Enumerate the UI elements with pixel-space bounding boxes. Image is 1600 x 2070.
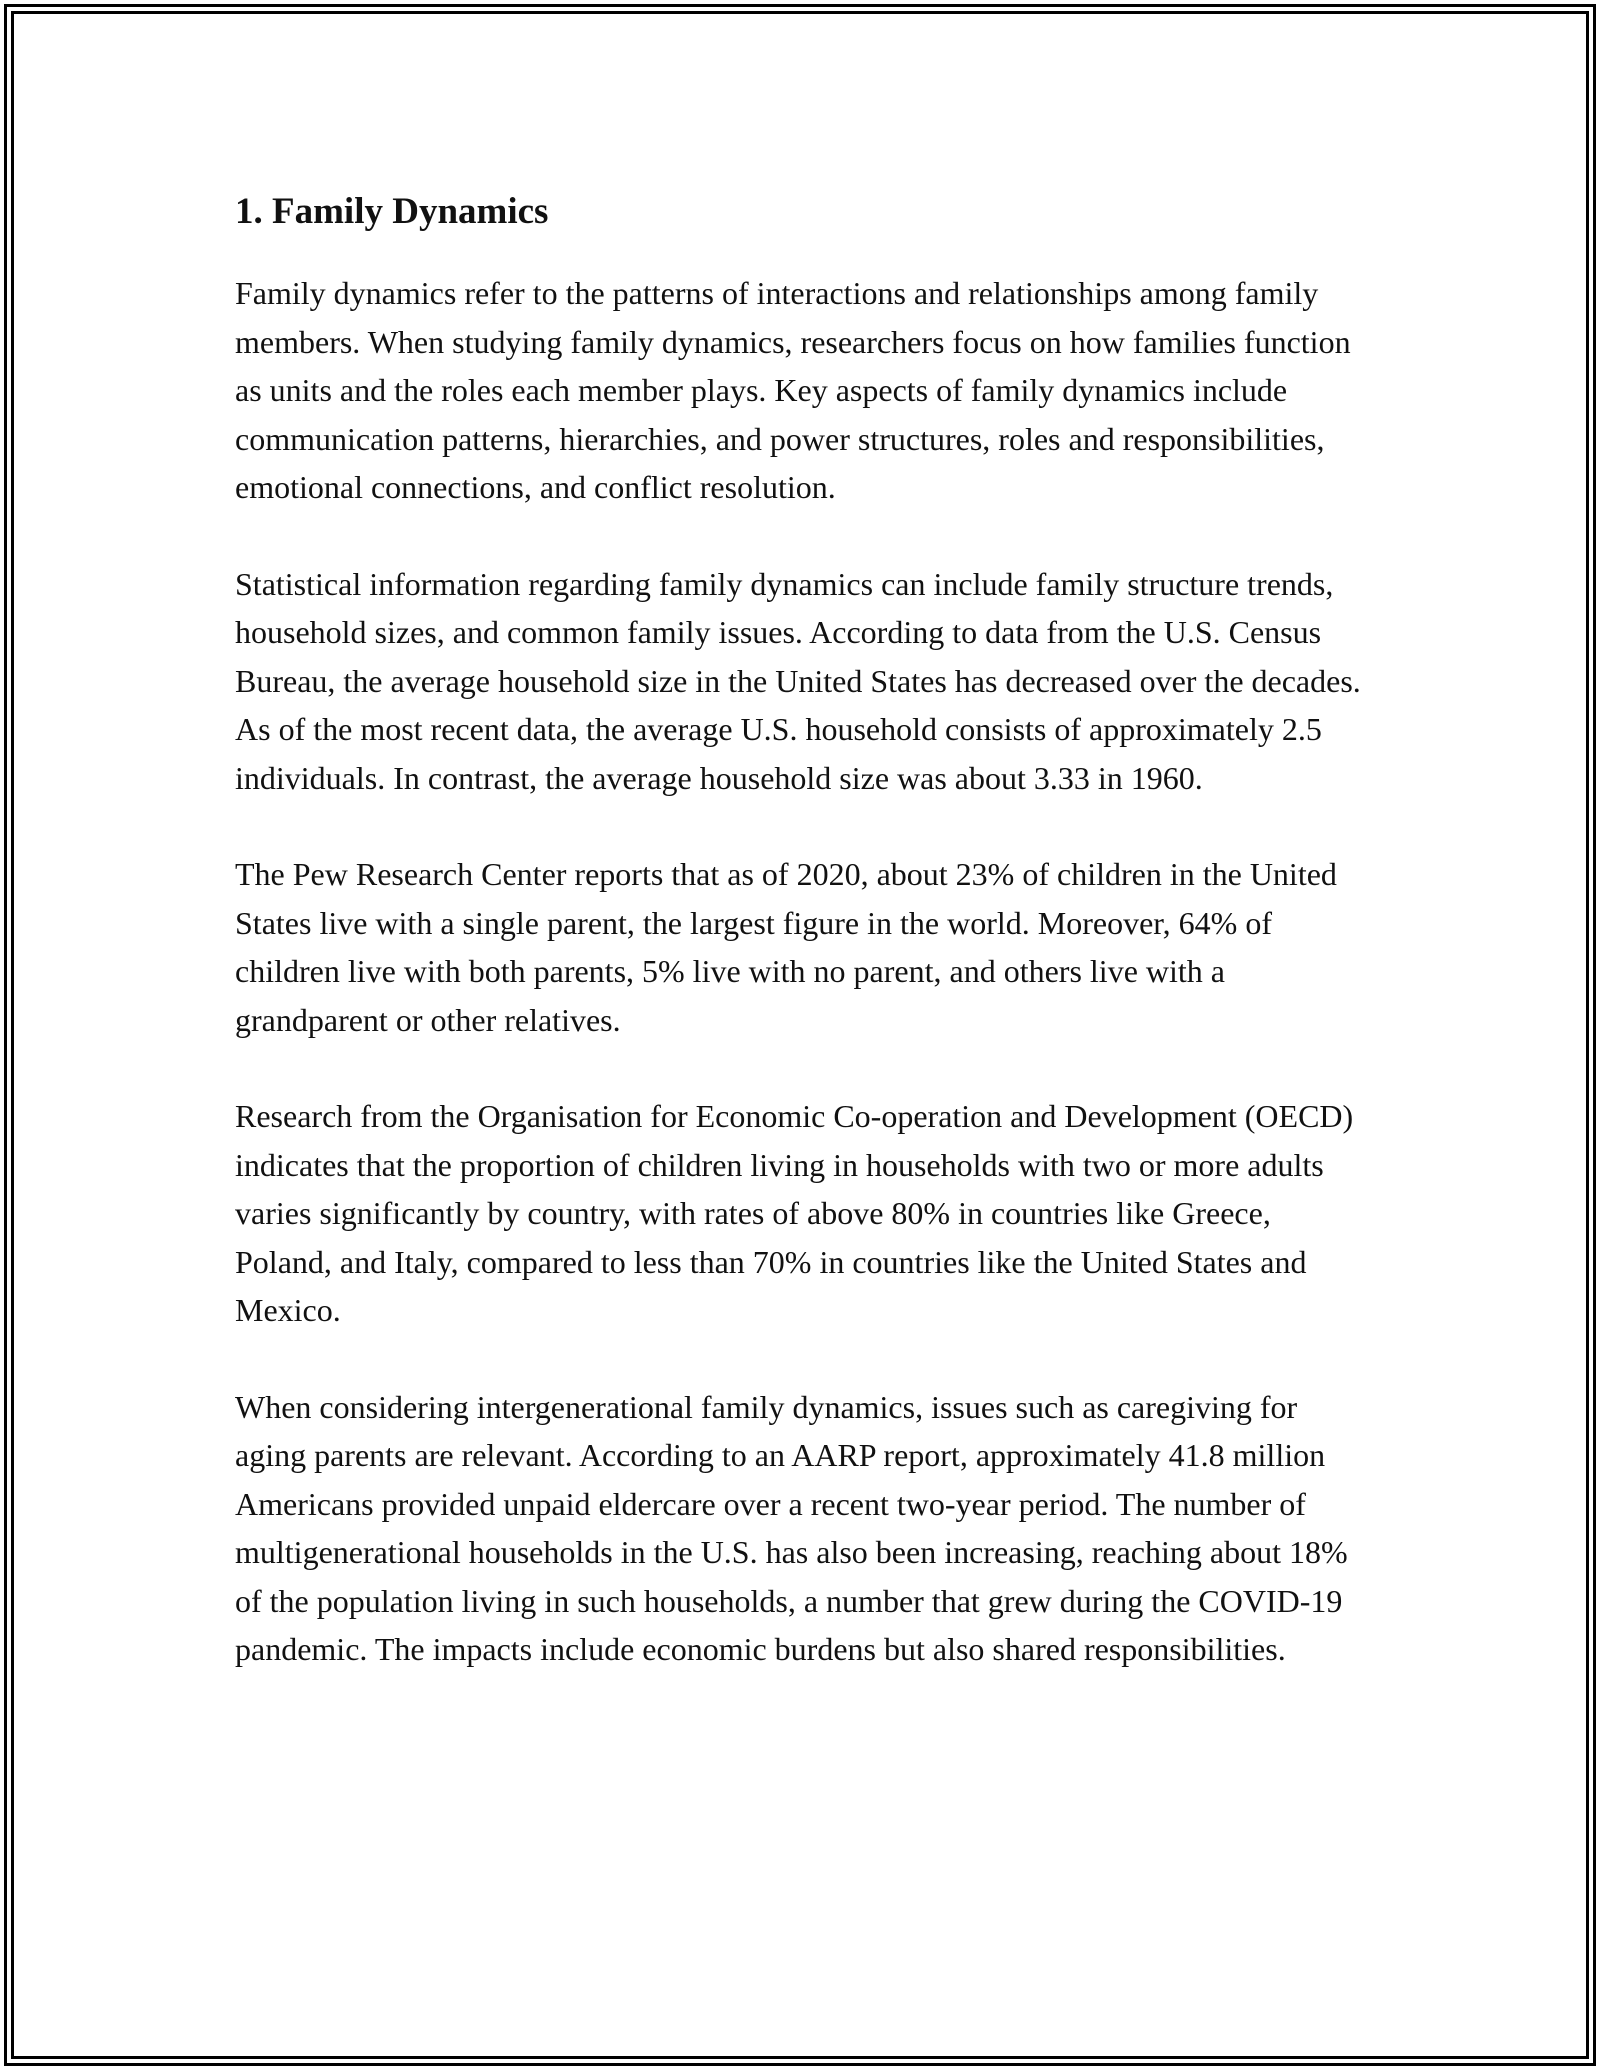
paragraph-oecd-research: Research from the Organisation for Economic Co-operation and Development (OECD) indicates that the proportion of children living in households with two or more adults varies significantly by country, with rates of above 80% in countries like Greece, Poland, and Italy, compared to less than 70% in countries like the United States and Mexico. bbox=[235, 1098, 1354, 1328]
paragraph-pew-research-living-arrangements: The Pew Research Center reports that as of 2020, about 23% of children in the United States live with a single parent, the largest figure in the world. Moreover, 64% of children live with both parents, 5% live with no parent, and others live with a grandparent or other relatives. bbox=[235, 856, 1337, 1038]
paragraph-household-size-statistics: Statistical information regarding family dynamics can include family structure trends, household sizes, and common family issues. According to data from the U.S. Census Bureau, the average household size in the United States has decreased over the decades. As of the most recent data, the average U.S. household consists of approximately 2.5 individuals. In contrast, the average household size was about 3.33 in 1960. bbox=[235, 565, 1361, 796]
section-heading: 1. Family Dynamics bbox=[235, 191, 549, 232]
document-body bbox=[235, 188, 1375, 1722]
paragraph-intergenerational-dynamics: When considering intergenerational family dynamics, issues such as caregiving for aging parents are relevant. According to an AARP report, approximately 41.8 million Americans provided unpaid eldercare over a recent two-year period. The number of multigenerational households in the U.S. has also been increasing, reaching about 18% of the population living in such households, a number that grew during the COVID-19 pandemic. The impacts include economic burdens but also shared responsibilities. bbox=[235, 1388, 1348, 1667]
paragraph-family-dynamics-definition: Family dynamics refer to the patterns of interactions and relationships among family members. When studying family dynamics, researchers focus on how families function as units and the roles each member plays. Key aspects of family dynamics include communication patterns, hierarchies, and power structures, roles and responsibilities, emotional connections, and conflict resolution. bbox=[235, 275, 1351, 505]
